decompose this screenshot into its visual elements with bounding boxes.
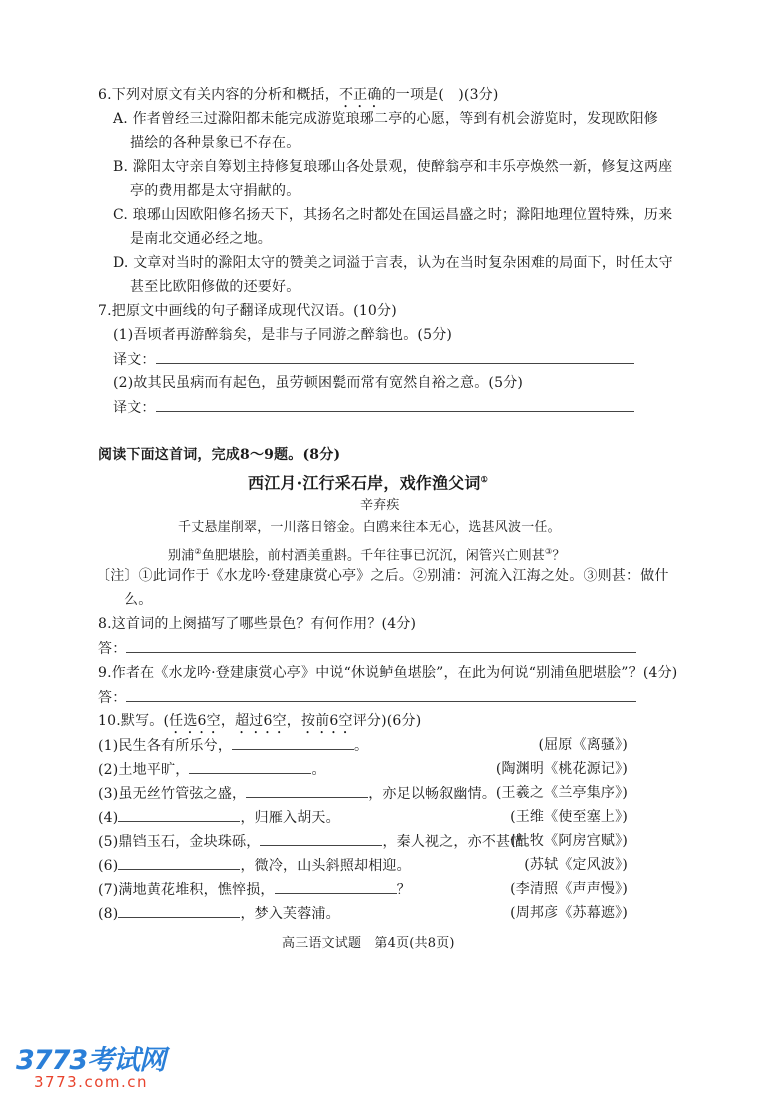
q10-item-3 xyxy=(98,784,628,803)
fill-blank[interactable] xyxy=(118,904,240,918)
fill-blank[interactable] xyxy=(118,856,240,870)
q10-text: ， xyxy=(220,713,236,729)
poem-text: ？ xyxy=(552,548,566,564)
q7-answer-1[interactable] xyxy=(113,350,634,369)
fill-blank[interactable] xyxy=(246,784,368,798)
item-text: (7)满地黄花堆积，憔悴损， xyxy=(98,882,275,898)
q6-option-d-cont: 甚至比欧阳修做的还要好。 xyxy=(130,279,301,295)
item-source: (周邦彦《苏幕遮》) xyxy=(510,905,628,921)
poem-line-1: 千丈悬崖削翠，一川落日镕金。白鸥来往本无心，选甚风波一任。 xyxy=(178,520,561,535)
fill-blank[interactable] xyxy=(232,736,354,750)
item-source: (李清照《声声慢》) xyxy=(510,881,628,897)
watermark-url: 3773.com.cn xyxy=(34,1073,148,1091)
item-text: ，亦足以畅叙幽情。 xyxy=(368,786,497,802)
item-text: (5)鼎铛玉石，金块珠砾， xyxy=(98,834,261,850)
q6-emphasis: 不正确 xyxy=(338,87,382,103)
q10-text: 评分)(6分) xyxy=(352,713,422,729)
answer-line[interactable] xyxy=(126,688,636,702)
q9-answer[interactable] xyxy=(98,688,636,707)
q6-option-c[interactable]: C. 琅琊山因欧阳修名扬天下，其扬名之时都处在国运昌盛之时；滁阳地理位置特殊，历来 xyxy=(113,207,673,223)
poem-notes-cont: 么。 xyxy=(124,592,153,608)
q10-text: ， xyxy=(286,713,301,729)
item-source: (苏轼《定风波》) xyxy=(524,857,628,873)
item-source: (王羲之《兰亭集序》) xyxy=(495,785,628,801)
item-text: (3)虽无丝竹管弦之盛， xyxy=(98,786,247,802)
item-source: (陶渊明《桃花源记》) xyxy=(495,761,628,777)
answer-line[interactable] xyxy=(156,350,634,364)
q10-item-8 xyxy=(98,904,628,923)
item-text: (2)土地平旷， xyxy=(98,762,190,778)
q10-item-7 xyxy=(98,880,628,899)
watermark-brand: 3773考试网 xyxy=(16,1045,166,1076)
answer-line[interactable] xyxy=(156,398,634,412)
footnote-marker: ② xyxy=(194,547,202,556)
item-text: (1)民生各有所乐兮， xyxy=(98,738,233,754)
q6-option-a-cont: 描绘的各种景象已不存在。 xyxy=(130,135,301,151)
fill-blank[interactable] xyxy=(118,808,240,822)
q6-option-b-cont: 亭的费用都是太守捐献的。 xyxy=(130,183,301,199)
footnote-marker: ① xyxy=(480,474,488,484)
poem-notes: 〔注〕①此词作于《水龙吟·登建康赏心亭》之后。②别浦：河流入江海之处。③则甚：做什 xyxy=(96,568,669,584)
q10-emphasis: 按前6空 xyxy=(300,713,353,729)
page-footer: 高三语文试题 第4页(共8页) xyxy=(282,936,455,951)
answer-label: 答： xyxy=(98,641,127,657)
q6-option-c-cont: 是南北交通必经之地。 xyxy=(130,231,272,247)
q6-stem-text: 6.下列对原文有关内容的分析和概括， xyxy=(98,87,339,103)
q7-stem: 7.把原文中画线的句子翻译成现代汉语。(10分) xyxy=(98,303,397,319)
q6-stem xyxy=(98,86,499,111)
q9-stem: 9.作者在《水龙吟·登建康赏心亭》中说“休说鲈鱼堪脍”，在此为何说“别浦鱼肥堪脍”？(4分) xyxy=(98,665,678,681)
item-source: (杜牧《阿房宫赋》) xyxy=(510,833,628,849)
answer-label: 译文： xyxy=(113,400,156,416)
q10-stem xyxy=(98,712,421,737)
answer-label: 答： xyxy=(98,690,127,706)
q8-stem: 8.这首词的上阕描写了哪些景色？有何作用？(4分) xyxy=(98,616,417,632)
item-text: (8) xyxy=(98,906,119,922)
q6-option-b[interactable]: B. 滁阳太守亲自筹划主持修复琅琊山各处景观，使醉翁亭和丰乐亭焕然一新，修复这两座 xyxy=(113,159,673,175)
poem-title-text: 西江月·江行采石岸，戏作渔父词 xyxy=(248,473,481,493)
q6-option-a[interactable]: A. 作者曾经三过滁阳都未能完成游览琅琊二亭的心愿，等到有机会游览时，发现欧阳修 xyxy=(113,111,659,127)
q10-emphasis: 任选6空 xyxy=(169,713,221,729)
poem-line-2 xyxy=(168,543,566,565)
fill-blank[interactable] xyxy=(189,760,311,774)
fill-blank[interactable] xyxy=(275,880,397,894)
item-text: ，梦入芙蓉浦。 xyxy=(240,906,340,922)
item-text: (6) xyxy=(98,858,119,874)
q10-item-5 xyxy=(98,832,628,851)
q10-item-1 xyxy=(98,736,628,755)
answer-line[interactable] xyxy=(126,639,636,653)
q10-item-4 xyxy=(98,808,628,827)
item-text: ，秦人视之，亦不甚惜。 xyxy=(382,834,539,850)
item-text: 。 xyxy=(311,762,326,778)
q6-option-d[interactable]: D. 文章对当时的滁阳太守的赞美之词溢于言表，认为在当时复杂困难的局面下，时任太守 xyxy=(113,255,673,271)
q6-stem-tail: 的一项是( )(3分) xyxy=(381,87,499,103)
item-source: (王维《使至塞上》) xyxy=(510,809,628,825)
q10-item-6 xyxy=(98,856,628,875)
q7-sentence-2: (2)故其民虽病而有起色，虽劳顿困甏而常有宽然自裕之意。(5分) xyxy=(113,375,524,391)
poem-intro: 阅读下面这首词，完成8～9题。(8分) xyxy=(98,447,341,463)
poem-title xyxy=(248,470,488,492)
fill-blank[interactable] xyxy=(260,832,382,846)
watermark-logo xyxy=(16,1038,165,1091)
q7-answer-2[interactable] xyxy=(113,398,634,417)
q10-text: 10.默写。( xyxy=(98,713,170,729)
q7-sentence-1: (1)吾顷者再游醉翁矣，是非与子同游之醉翁也。(5分) xyxy=(113,327,453,343)
q8-answer[interactable] xyxy=(98,639,636,658)
item-text: 。 xyxy=(354,738,369,754)
item-text: (4) xyxy=(98,810,119,826)
poem-author: 辛弃疾 xyxy=(360,498,400,513)
poem-text: 别浦 xyxy=(168,548,195,564)
item-source: (屈原《离骚》) xyxy=(538,737,628,753)
item-text: ，归雁入胡天。 xyxy=(240,810,340,826)
q10-emphasis: 超过6空 xyxy=(235,713,287,729)
poem-text: 鱼肥堪脍，前村酒美重斟。千年往事已沉沉，闲管兴亡则甚 xyxy=(201,548,545,564)
footnote-marker: ③ xyxy=(544,547,553,556)
item-text: ，微冷，山头斜照却相迎。 xyxy=(240,858,411,874)
item-text: ？ xyxy=(396,882,411,898)
answer-label: 译文： xyxy=(113,352,156,368)
q10-item-2 xyxy=(98,760,628,779)
